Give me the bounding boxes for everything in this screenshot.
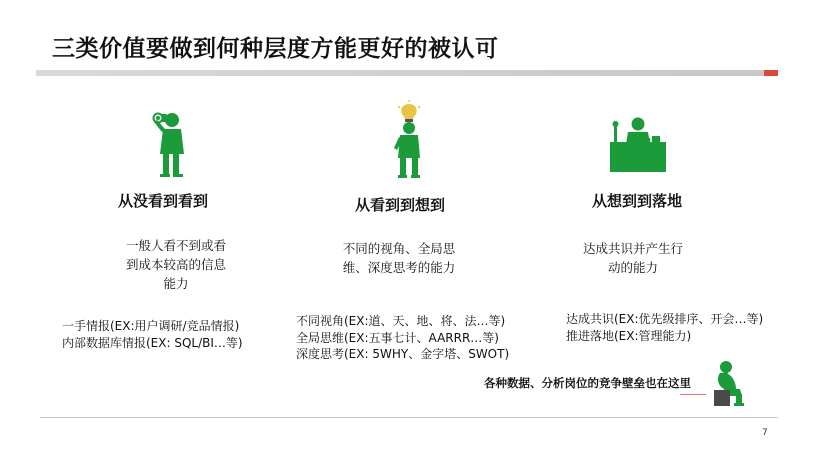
description-line: 到成本较高的信息 (125, 257, 227, 272)
description-line: 达成共识并产生行 (582, 241, 684, 256)
column-3-examples (566, 311, 763, 344)
person-with-lightbulb-icon (388, 100, 430, 180)
slide-title: 三类价值要做到何种层度方能更好的被认可 (52, 36, 499, 62)
example-line: 深度思考(EX: 5WHY、金字塔、SWOT) (296, 347, 510, 361)
description-line: 维、深度思考的能力 (342, 260, 456, 275)
column-2-description (343, 239, 456, 277)
column-1-heading: 从没看到看到 (117, 192, 209, 210)
description-line: 不同的视角、全局思 (342, 241, 456, 256)
thinker-icon (710, 358, 748, 406)
example-line: 不同视角(EX:道、天、地、将、法…等) (296, 314, 506, 328)
example-line: 内部数据库情报(EX: SQL/BI…等) (62, 335, 243, 350)
example-line: 达成共识(EX:优先级排序、开会…等) (566, 312, 764, 326)
column-1-description (126, 236, 226, 293)
example-line: 推进落地(EX:管理能力) (566, 328, 692, 343)
column-3-description (583, 239, 683, 277)
description-line: 动的能力 (607, 260, 659, 275)
competitive-barrier-note: 各种数据、分析岗位的竞争壁垒也在这里 (484, 376, 691, 390)
title-underline-accent (764, 70, 778, 76)
description-line: 能力 (163, 276, 189, 291)
column-2-heading: 从看到到想到 (354, 196, 446, 214)
note-underline (680, 394, 706, 395)
description-line: 一般人看不到或看 (125, 238, 227, 253)
title-underline-bar (36, 70, 778, 76)
example-line: 全局思维(EX:五事七计、AARRR…等) (296, 330, 499, 345)
person-at-desk-icon (608, 112, 668, 174)
person-with-binoculars-icon (148, 108, 192, 178)
column-1-examples (62, 318, 243, 351)
example-line: 一手情报(EX:用户调研/竞品情报) (62, 319, 240, 333)
footer-divider (40, 417, 778, 418)
column-2-examples (296, 313, 509, 363)
column-3-heading: 从想到到落地 (591, 192, 683, 210)
page-number: 7 (762, 428, 768, 438)
